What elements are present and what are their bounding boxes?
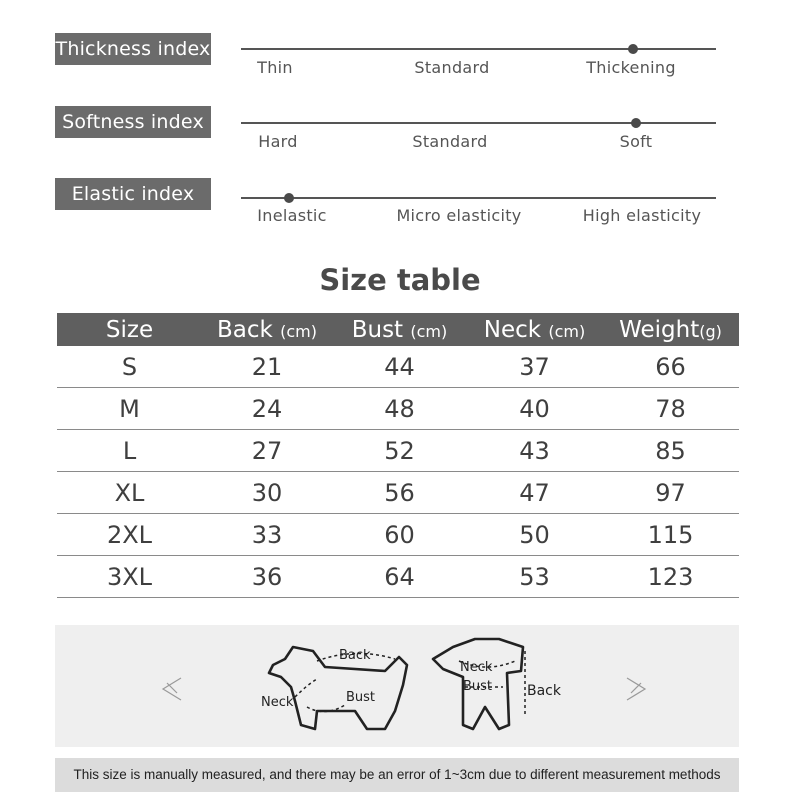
softness-index-scale — [241, 122, 716, 124]
header-bust: Bust (cm) — [332, 313, 467, 346]
cell-back: 30 — [202, 472, 332, 514]
cell-back: 27 — [202, 430, 332, 472]
dog-back-label: Back — [339, 648, 371, 663]
chevron-right-icon[interactable] — [627, 678, 645, 700]
cell-back: 21 — [202, 346, 332, 388]
cell-weight: 123 — [602, 556, 739, 598]
table-row — [57, 514, 739, 556]
elastic-option-inelastic: Inelastic — [257, 206, 327, 225]
cell-size: 3XL — [57, 556, 202, 598]
chevron-left-icon[interactable] — [163, 678, 181, 700]
cell-bust: 48 — [332, 388, 467, 430]
cell-size: 2XL — [57, 514, 202, 556]
table-row — [57, 472, 739, 514]
softness-option-standard: Standard — [412, 132, 488, 151]
size-table-title: Size table — [319, 263, 481, 297]
measurement-diagram — [55, 625, 739, 747]
cell-bust: 64 — [332, 556, 467, 598]
garment-back-label: Back — [527, 683, 561, 699]
cell-back: 33 — [202, 514, 332, 556]
cell-neck: 40 — [467, 388, 602, 430]
measurement-note: This size is manually measured, and there may be an error of 1~3cm due to different measurement methods — [55, 758, 739, 792]
garment-neck-label: Neck — [460, 660, 493, 675]
table-row — [57, 388, 739, 430]
cell-neck: 37 — [467, 346, 602, 388]
cell-bust: 56 — [332, 472, 467, 514]
elastic-option-high: High elasticity — [582, 206, 702, 225]
table-row — [57, 556, 739, 598]
cell-size: L — [57, 430, 202, 472]
cell-size: XL — [57, 472, 202, 514]
elastic-index-label: Elastic index — [55, 178, 211, 210]
diagram-svg — [55, 625, 739, 747]
thickness-option-thickening: Thickening — [586, 58, 676, 77]
cell-bust: 60 — [332, 514, 467, 556]
garment-bust-label: Bust — [463, 679, 493, 694]
thickness-option-thin: Thin — [257, 58, 293, 77]
softness-option-hard: Hard — [258, 132, 298, 151]
size-table — [57, 313, 739, 598]
dog-neck-label: Neck — [261, 695, 294, 710]
softness-index-label: Softness index — [55, 106, 211, 138]
dog-bust-label: Bust — [346, 690, 376, 705]
table-row — [57, 346, 739, 388]
cell-size: S — [57, 346, 202, 388]
cell-neck: 53 — [467, 556, 602, 598]
thickness-index-marker — [628, 44, 638, 54]
thickness-index-label: Thickness index — [55, 33, 211, 65]
cell-neck: 50 — [467, 514, 602, 556]
cell-size: M — [57, 388, 202, 430]
elastic-index-marker — [284, 193, 294, 203]
elastic-option-micro: Micro elasticity — [396, 206, 522, 225]
cell-weight: 66 — [602, 346, 739, 388]
cell-back: 24 — [202, 388, 332, 430]
cell-weight: 115 — [602, 514, 739, 556]
size-table-header — [57, 313, 739, 346]
softness-index-marker — [631, 118, 641, 128]
header-size: Size — [57, 313, 202, 346]
cell-weight: 85 — [602, 430, 739, 472]
dog-icon — [269, 647, 407, 729]
elastic-index-scale — [241, 197, 716, 199]
cell-back: 36 — [202, 556, 332, 598]
table-row — [57, 430, 739, 472]
cell-weight: 97 — [602, 472, 739, 514]
header-neck: Neck (cm) — [467, 313, 602, 346]
cell-weight: 78 — [602, 388, 739, 430]
header-back: Back (cm) — [202, 313, 332, 346]
cell-bust: 44 — [332, 346, 467, 388]
cell-neck: 47 — [467, 472, 602, 514]
softness-option-soft: Soft — [619, 132, 653, 151]
header-weight: Weight(g) — [602, 313, 739, 346]
thickness-option-standard: Standard — [414, 58, 490, 77]
cell-bust: 52 — [332, 430, 467, 472]
cell-neck: 43 — [467, 430, 602, 472]
thickness-index-scale — [241, 48, 716, 50]
